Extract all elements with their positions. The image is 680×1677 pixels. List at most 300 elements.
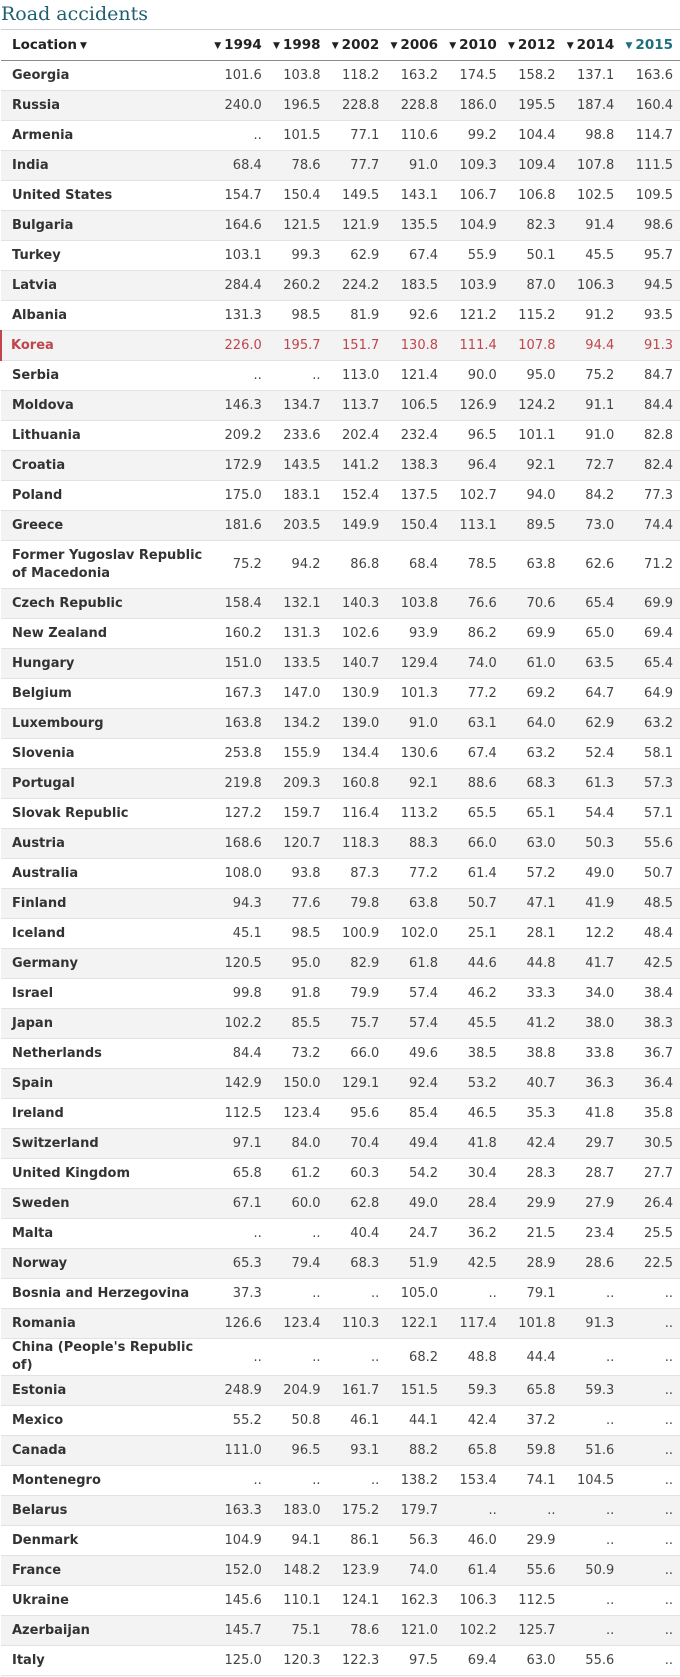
cell-value-2012: 106.8 [505,181,564,211]
table-row [1,1406,680,1436]
cell-value-2012: 63.0 [505,1646,564,1676]
cell-value-1994: 103.1 [211,241,270,271]
cell-value-1998: 94.2 [270,541,329,589]
row-location: Ukraine [1,1586,211,1616]
cell-value-2006: 24.7 [387,1219,446,1249]
cell-value-2010: 53.2 [446,1069,505,1099]
cell-value-2006: 92.4 [387,1069,446,1099]
cell-value-2014: .. [564,1339,623,1376]
table-row [1,151,680,181]
column-header-label: 2012 [517,37,556,53]
page-title: Road accidents [1,3,148,25]
table-row [1,1466,680,1496]
cell-value-2002: 161.7 [329,1376,388,1406]
cell-value-2010: 106.3 [446,1586,505,1616]
cell-value-2014: 98.8 [564,121,623,151]
cell-value-2012: 79.1 [505,1279,564,1309]
cell-value-2006: 97.5 [387,1646,446,1676]
cell-value-2012: 50.1 [505,241,564,271]
cell-value-1994: 240.0 [211,91,270,121]
cell-value-2010: 103.9 [446,271,505,301]
data-table [0,29,680,1676]
cell-value-2002: .. [329,1339,388,1376]
cell-value-2012: 95.0 [505,361,564,391]
cell-value-2002: 62.9 [329,241,388,271]
cell-value-2014: 91.2 [564,301,623,331]
cell-value-2012: 65.8 [505,1376,564,1406]
cell-value-2015: 109.5 [622,181,680,211]
cell-value-2002: 139.0 [329,709,388,739]
cell-value-1998: .. [270,361,329,391]
cell-value-2006: 93.9 [387,619,446,649]
cell-value-2015: 77.3 [622,481,680,511]
cell-value-1994: 94.3 [211,889,270,919]
cell-value-2010: 65.8 [446,1436,505,1466]
cell-value-2002: 79.8 [329,889,388,919]
cell-value-2002: 75.7 [329,1009,388,1039]
row-location: Romania [1,1309,211,1339]
cell-value-2006: 138.2 [387,1466,446,1496]
cell-value-1998: 143.5 [270,451,329,481]
cell-value-1998: 103.8 [270,61,329,91]
cell-value-2010: 63.1 [446,709,505,739]
cell-value-2012: 112.5 [505,1586,564,1616]
cell-value-1998: .. [270,1466,329,1496]
cell-value-2002: 151.7 [329,331,388,361]
row-location: Portugal [1,769,211,799]
cell-value-2012: 47.1 [505,889,564,919]
cell-value-2014: 102.5 [564,181,623,211]
cell-value-1998: 183.1 [270,481,329,511]
cell-value-2015: .. [622,1279,680,1309]
table-row [1,739,680,769]
cell-value-1994: 75.2 [211,541,270,589]
cell-value-2006: 105.0 [387,1279,446,1309]
cell-value-1994: 167.3 [211,679,270,709]
cell-value-2015: 69.9 [622,589,680,619]
cell-value-2010: 88.6 [446,769,505,799]
table-row [1,949,680,979]
cell-value-2012: 35.3 [505,1099,564,1129]
row-location: Croatia [1,451,211,481]
cell-value-2010: 109.3 [446,151,505,181]
column-header-2012[interactable] [505,30,564,61]
table-row [1,331,680,361]
cell-value-2015: 74.4 [622,511,680,541]
cell-value-2010: 102.7 [446,481,505,511]
cell-value-1998: 79.4 [270,1249,329,1279]
cell-value-2014: 107.8 [564,151,623,181]
cell-value-2002: 110.3 [329,1309,388,1339]
cell-value-1994: 68.4 [211,151,270,181]
cell-value-1994: 112.5 [211,1099,270,1129]
sort-down-icon: ▼ [273,41,280,51]
cell-value-1998: 150.0 [270,1069,329,1099]
row-location: Ireland [1,1099,211,1129]
sort-down-icon: ▼ [214,41,222,51]
cell-value-2012: 74.1 [505,1466,564,1496]
cell-value-2014: 27.9 [564,1189,623,1219]
cell-value-2010: 78.5 [446,541,505,589]
cell-value-2006: 135.5 [387,211,446,241]
column-header-2015[interactable] [622,30,680,61]
table-row [1,1646,680,1676]
table-row [1,829,680,859]
cell-value-1998: .. [270,1279,329,1309]
table-row [1,919,680,949]
row-location: India [1,151,211,181]
cell-value-2012: 70.6 [505,589,564,619]
cell-value-2014: 29.7 [564,1129,623,1159]
table-row [1,91,680,121]
cell-value-2006: 57.4 [387,979,446,1009]
cell-value-1998: 134.7 [270,391,329,421]
column-header-1998[interactable] [270,30,329,61]
sort-down-icon: ▼ [390,41,398,51]
cell-value-2012: 69.2 [505,679,564,709]
cell-value-2012: 92.1 [505,451,564,481]
table-body [1,61,680,1676]
cell-value-1998: 101.5 [270,121,329,151]
cell-value-2006: 151.5 [387,1376,446,1406]
cell-value-2014: .. [564,1279,623,1309]
cell-value-2012: 101.1 [505,421,564,451]
cell-value-2010: 61.4 [446,859,505,889]
cell-value-2010: .. [446,1279,505,1309]
cell-value-2010: 106.7 [446,181,505,211]
sort-down-icon: ▼ [508,41,515,51]
cell-value-2002: 116.4 [329,799,388,829]
cell-value-2010: 121.2 [446,301,505,331]
cell-value-2010: 67.4 [446,739,505,769]
cell-value-2006: 121.0 [387,1616,446,1646]
cell-value-2010: 59.3 [446,1376,505,1406]
cell-value-2012: 28.1 [505,919,564,949]
cell-value-2010: 46.0 [446,1526,505,1556]
cell-value-1994: .. [211,1339,270,1376]
cell-value-2015: 163.6 [622,61,680,91]
cell-value-2015: 57.3 [622,769,680,799]
cell-value-1998: .. [270,1219,329,1249]
cell-value-1994: 65.3 [211,1249,270,1279]
cell-value-2014: 104.5 [564,1466,623,1496]
cell-value-1998: 131.3 [270,619,329,649]
cell-value-1994: 131.3 [211,301,270,331]
cell-value-2015: 71.2 [622,541,680,589]
table-row [1,1159,680,1189]
cell-value-2012: 38.8 [505,1039,564,1069]
row-location: Albania [1,301,211,331]
cell-value-2006: 101.3 [387,679,446,709]
cell-value-2010: 186.0 [446,91,505,121]
cell-value-2006: 91.0 [387,709,446,739]
cell-value-2015: 94.5 [622,271,680,301]
cell-value-1998: 94.1 [270,1526,329,1556]
cell-value-1994: 45.1 [211,919,270,949]
cell-value-2010: 41.8 [446,1129,505,1159]
table-row [1,481,680,511]
sort-down-icon: ▼ [625,41,633,51]
cell-value-2006: 54.2 [387,1159,446,1189]
row-location: Australia [1,859,211,889]
cell-value-2002: 93.1 [329,1436,388,1466]
cell-value-2010: 111.4 [446,331,505,361]
cell-value-1998: 99.3 [270,241,329,271]
cell-value-2015: 91.3 [622,331,680,361]
cell-value-2006: 103.8 [387,589,446,619]
cell-value-2014: 41.9 [564,889,623,919]
cell-value-2015: 93.5 [622,301,680,331]
cell-value-2002: 149.9 [329,511,388,541]
cell-value-2002: 46.1 [329,1406,388,1436]
cell-value-1998: 60.0 [270,1189,329,1219]
cell-value-2014: 65.4 [564,589,623,619]
table-row [1,1586,680,1616]
row-location: Canada [1,1436,211,1466]
cell-value-2006: 150.4 [387,511,446,541]
table-row [1,1039,680,1069]
cell-value-2006: 77.2 [387,859,446,889]
cell-value-2012: 125.7 [505,1616,564,1646]
cell-value-2012: 61.0 [505,649,564,679]
sort-down-icon: ▼ [79,41,87,51]
cell-value-2014: 33.8 [564,1039,623,1069]
row-location: Slovenia [1,739,211,769]
cell-value-2012: 28.9 [505,1249,564,1279]
cell-value-2006: 130.8 [387,331,446,361]
cell-value-2012: 41.2 [505,1009,564,1039]
cell-value-2014: 84.2 [564,481,623,511]
cell-value-1998: 134.2 [270,709,329,739]
row-location: Germany [1,949,211,979]
column-header-label: 2015 [635,37,673,53]
cell-value-2014: 50.3 [564,829,623,859]
cell-value-1998: 85.5 [270,1009,329,1039]
cell-value-2015: 50.7 [622,859,680,889]
cell-value-2014: 72.7 [564,451,623,481]
cell-value-2006: 49.6 [387,1039,446,1069]
cell-value-2015: 30.5 [622,1129,680,1159]
cell-value-2012: 44.8 [505,949,564,979]
cell-value-2014: 28.6 [564,1249,623,1279]
cell-value-2006: 92.1 [387,769,446,799]
row-location: United States [1,181,211,211]
cell-value-2015: 111.5 [622,151,680,181]
cell-value-1998: 77.6 [270,889,329,919]
cell-value-2015: 38.3 [622,1009,680,1039]
cell-value-2006: 228.8 [387,91,446,121]
cell-value-1994: 154.7 [211,181,270,211]
cell-value-2014: 63.5 [564,649,623,679]
cell-value-1998: 123.4 [270,1099,329,1129]
column-header-2010[interactable] [446,30,505,61]
cell-value-2002: 40.4 [329,1219,388,1249]
cell-value-2010: 174.5 [446,61,505,91]
cell-value-1994: 99.8 [211,979,270,1009]
cell-value-2014: 65.0 [564,619,623,649]
table-row [1,1496,680,1526]
cell-value-1994: 253.8 [211,739,270,769]
cell-value-2012: 63.0 [505,829,564,859]
cell-value-2015: 98.6 [622,211,680,241]
cell-value-2002: 113.0 [329,361,388,391]
cell-value-2010: 96.5 [446,421,505,451]
cell-value-2006: 92.6 [387,301,446,331]
cell-value-1998: .. [270,1339,329,1376]
cell-value-2014: 52.4 [564,739,623,769]
cell-value-2015: 114.7 [622,121,680,151]
row-location: Mexico [1,1406,211,1436]
table-row [1,511,680,541]
cell-value-2015: 36.7 [622,1039,680,1069]
cell-value-1994: 67.1 [211,1189,270,1219]
cell-value-2002: 224.2 [329,271,388,301]
cell-value-2014: 51.6 [564,1436,623,1466]
table-row [1,649,680,679]
cell-value-1994: 65.8 [211,1159,270,1189]
cell-value-2015: 48.5 [622,889,680,919]
cell-value-2012: 33.3 [505,979,564,1009]
cell-value-2015: 63.2 [622,709,680,739]
column-header-label: Location [12,37,77,53]
sort-down-icon: ▼ [449,41,457,51]
cell-value-2006: 63.8 [387,889,446,919]
row-location: Luxembourg [1,709,211,739]
cell-value-2012: 64.0 [505,709,564,739]
column-header-1994[interactable] [211,30,270,61]
cell-value-2014: 106.3 [564,271,623,301]
cell-value-2014: 59.3 [564,1376,623,1406]
table-row [1,619,680,649]
table-row [1,1069,680,1099]
row-location: Sweden [1,1189,211,1219]
table-row [1,1249,680,1279]
row-location: Poland [1,481,211,511]
cell-value-2002: 86.8 [329,541,388,589]
cell-value-1998: 120.3 [270,1646,329,1676]
cell-value-2012: 87.0 [505,271,564,301]
cell-value-1998: 159.7 [270,799,329,829]
cell-value-2012: 28.3 [505,1159,564,1189]
cell-value-2002: 60.3 [329,1159,388,1189]
cell-value-2006: 110.6 [387,121,446,151]
table-row [1,1436,680,1466]
cell-value-2006: 91.0 [387,151,446,181]
row-location: Lithuania [1,421,211,451]
cell-value-2010: 153.4 [446,1466,505,1496]
cell-value-2002: 66.0 [329,1039,388,1069]
cell-value-1998: 123.4 [270,1309,329,1339]
cell-value-2002: 79.9 [329,979,388,1009]
cell-value-1994: 151.0 [211,649,270,679]
cell-value-2010: 76.6 [446,589,505,619]
cell-value-2006: 232.4 [387,421,446,451]
row-location: Switzerland [1,1129,211,1159]
cell-value-2010: .. [446,1496,505,1526]
cell-value-1994: 181.6 [211,511,270,541]
cell-value-1998: 96.5 [270,1436,329,1466]
cell-value-2015: .. [622,1376,680,1406]
cell-value-1998: 148.2 [270,1556,329,1586]
cell-value-1994: 163.8 [211,709,270,739]
cell-value-1994: 209.2 [211,421,270,451]
cell-value-1994: 97.1 [211,1129,270,1159]
cell-value-1994: 127.2 [211,799,270,829]
cell-value-2015: 69.4 [622,619,680,649]
cell-value-1998: 196.5 [270,91,329,121]
cell-value-1998: 91.8 [270,979,329,1009]
cell-value-2010: 28.4 [446,1189,505,1219]
cell-value-1994: 168.6 [211,829,270,859]
row-location: Finland [1,889,211,919]
table-row [1,1309,680,1339]
row-location: France [1,1556,211,1586]
row-location: Estonia [1,1376,211,1406]
column-header-location[interactable] [1,30,211,61]
cell-value-2006: 122.1 [387,1309,446,1339]
row-location: Japan [1,1009,211,1039]
cell-value-2014: 75.2 [564,361,623,391]
cell-value-1998: 75.1 [270,1616,329,1646]
cell-value-2002: 124.1 [329,1586,388,1616]
table-row [1,181,680,211]
cell-value-1998: 98.5 [270,919,329,949]
row-location: Azerbaijan [1,1616,211,1646]
cell-value-2002: 149.5 [329,181,388,211]
cell-value-2014: .. [564,1586,623,1616]
cell-value-2010: 77.2 [446,679,505,709]
table-row [1,769,680,799]
table-row [1,1189,680,1219]
cell-value-2014: 34.0 [564,979,623,1009]
cell-value-2010: 46.5 [446,1099,505,1129]
row-location: Former Yugoslav Republic of Macedonia [1,541,211,589]
row-location: Slovak Republic [1,799,211,829]
cell-value-1998: 61.2 [270,1159,329,1189]
cell-value-2002: 113.7 [329,391,388,421]
column-header-2002[interactable] [329,30,388,61]
cell-value-2006: 129.4 [387,649,446,679]
table-row [1,271,680,301]
cell-value-2015: 22.5 [622,1249,680,1279]
row-location: Israel [1,979,211,1009]
cell-value-2006: 44.1 [387,1406,446,1436]
cell-value-2006: 51.9 [387,1249,446,1279]
cell-value-2015: 95.7 [622,241,680,271]
column-header-2014[interactable] [564,30,623,61]
cell-value-2006: 85.4 [387,1099,446,1129]
row-location: Montenegro [1,1466,211,1496]
cell-value-2010: 48.8 [446,1339,505,1376]
cell-value-2002: 95.6 [329,1099,388,1129]
table-row [1,1376,680,1406]
column-header-2006[interactable] [387,30,446,61]
table-row [1,1526,680,1556]
cell-value-1998: 121.5 [270,211,329,241]
cell-value-1994: 158.4 [211,589,270,619]
cell-value-2010: 96.4 [446,451,505,481]
cell-value-2012: 68.3 [505,769,564,799]
cell-value-1994: 219.8 [211,769,270,799]
cell-value-2006: 106.5 [387,391,446,421]
cell-value-2014: 91.1 [564,391,623,421]
cell-value-2002: 140.7 [329,649,388,679]
cell-value-2002: 77.1 [329,121,388,151]
cell-value-2010: 44.6 [446,949,505,979]
cell-value-1994: .. [211,121,270,151]
cell-value-1994: 160.2 [211,619,270,649]
cell-value-2014: .. [564,1616,623,1646]
